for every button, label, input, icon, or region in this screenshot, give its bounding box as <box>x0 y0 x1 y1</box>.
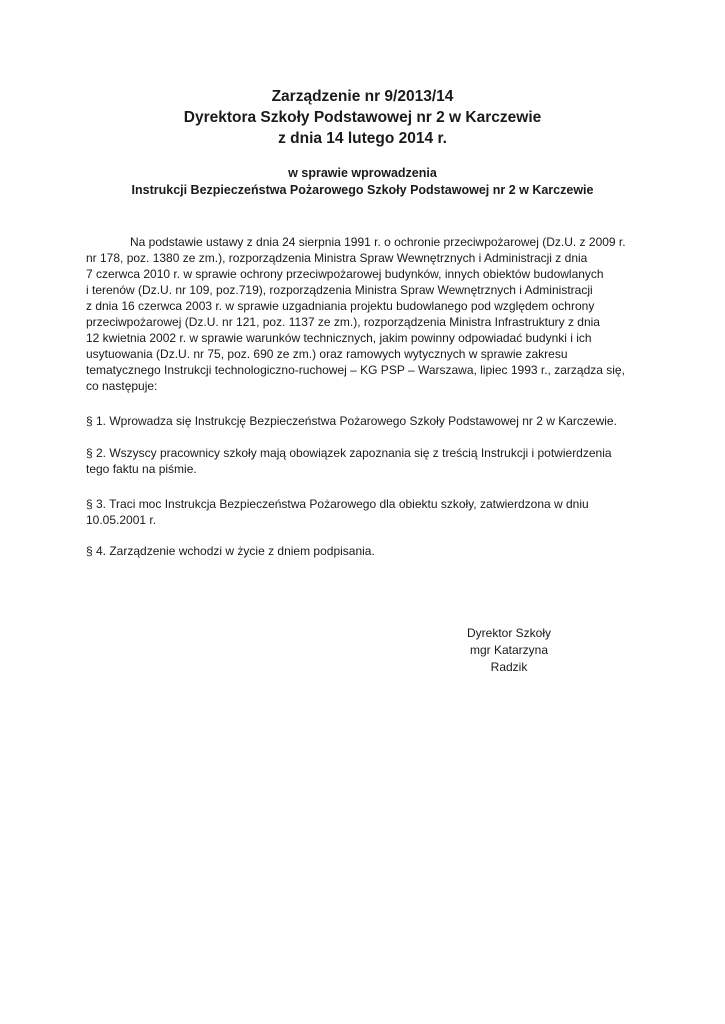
title-line-1: Zarządzenie nr 9/2013/14 <box>271 88 454 105</box>
title-line-2: Dyrektora Szkoły Podstawowej nr 2 w Karczewie <box>183 109 542 126</box>
section-3-line: 10.05.2001 r. <box>86 513 157 527</box>
section-4-line: § 4. Zarządzenie wchodzi w życie z dniem podpisania. <box>86 544 375 558</box>
preamble-line: Na podstawie ustawy z dnia 24 sierpnia 1991 r. o ochronie przeciwpożarowej (Dz.U. z 2009 r. <box>130 235 626 249</box>
preamble-line: 7 czerwca 2010 r. w sprawie ochrony przeciwpożarowej budynków, innych obiektów budowlanych <box>86 267 604 281</box>
subject-line-2: Instrukcji Bezpieczeństwa Pożarowego Szkoły Podstawowej nr 2 w Karczewie <box>131 183 594 197</box>
preamble-line: nr 178, poz. 1380 ze zm.), rozporządzenia Ministra Spraw Wewnętrznych i Administracji z dnia <box>86 251 588 265</box>
signature-role: Dyrektor Szkoły <box>466 626 552 640</box>
section-1-line: § 1. Wprowadza się Instrukcję Bezpieczeństwa Pożarowego Szkoły Podstawowej nr 2 w Karczewie. <box>86 414 617 428</box>
document-subject <box>0 165 725 199</box>
section-3-line: § 3. Traci moc Instrukcja Bezpieczeństwa Pożarowego dla obiektu szkoły, zatwierdzona w dniu <box>86 497 589 511</box>
preamble-line: przeciwpożarowej (Dz.U. nr 121, poz. 1137 ze zm.), rozporządzenia Ministra Infrastruktury z dnia <box>86 315 600 329</box>
signature-name: mgr Katarzyna Radzik <box>469 643 549 674</box>
signature-block <box>450 625 568 676</box>
section-2-line: § 2. Wszyscy pracownicy szkoły mają obowiązek zapoznania się z treścią Instrukcji i potwierdzenia <box>86 446 612 460</box>
preamble-line: 12 kwietnia 2002 r. w sprawie warunków technicznych, jakim powinny odpowiadać budynki i ich <box>86 331 592 345</box>
document-title <box>0 86 725 149</box>
preamble-line: i terenów (Dz.U. nr 109, poz.719), rozporządzenia Ministra Spraw Wewnętrznych i Administracji <box>86 283 593 297</box>
subject-line-1: w sprawie wprowadzenia <box>288 166 437 180</box>
preamble-line: usytuowania (Dz.U. nr 75, poz. 690 ze zm.) oraz ramowych wytycznych w sprawie zakresu <box>86 347 568 361</box>
preamble-line: tematycznego Instrukcji technologiczno-ruchowej – KG PSP – Warszawa, lipiec 1993 r., zarządza się, <box>86 363 625 377</box>
title-line-3: z dnia 14 lutego 2014 r. <box>278 130 447 147</box>
preamble-line: co następuje: <box>86 379 158 393</box>
section-2-line: tego faktu na piśmie. <box>86 462 197 476</box>
preamble-line: z dnia 16 czerwca 2003 r. w sprawie uzgadniania projektu budowlanego pod względem ochrony <box>86 299 595 313</box>
